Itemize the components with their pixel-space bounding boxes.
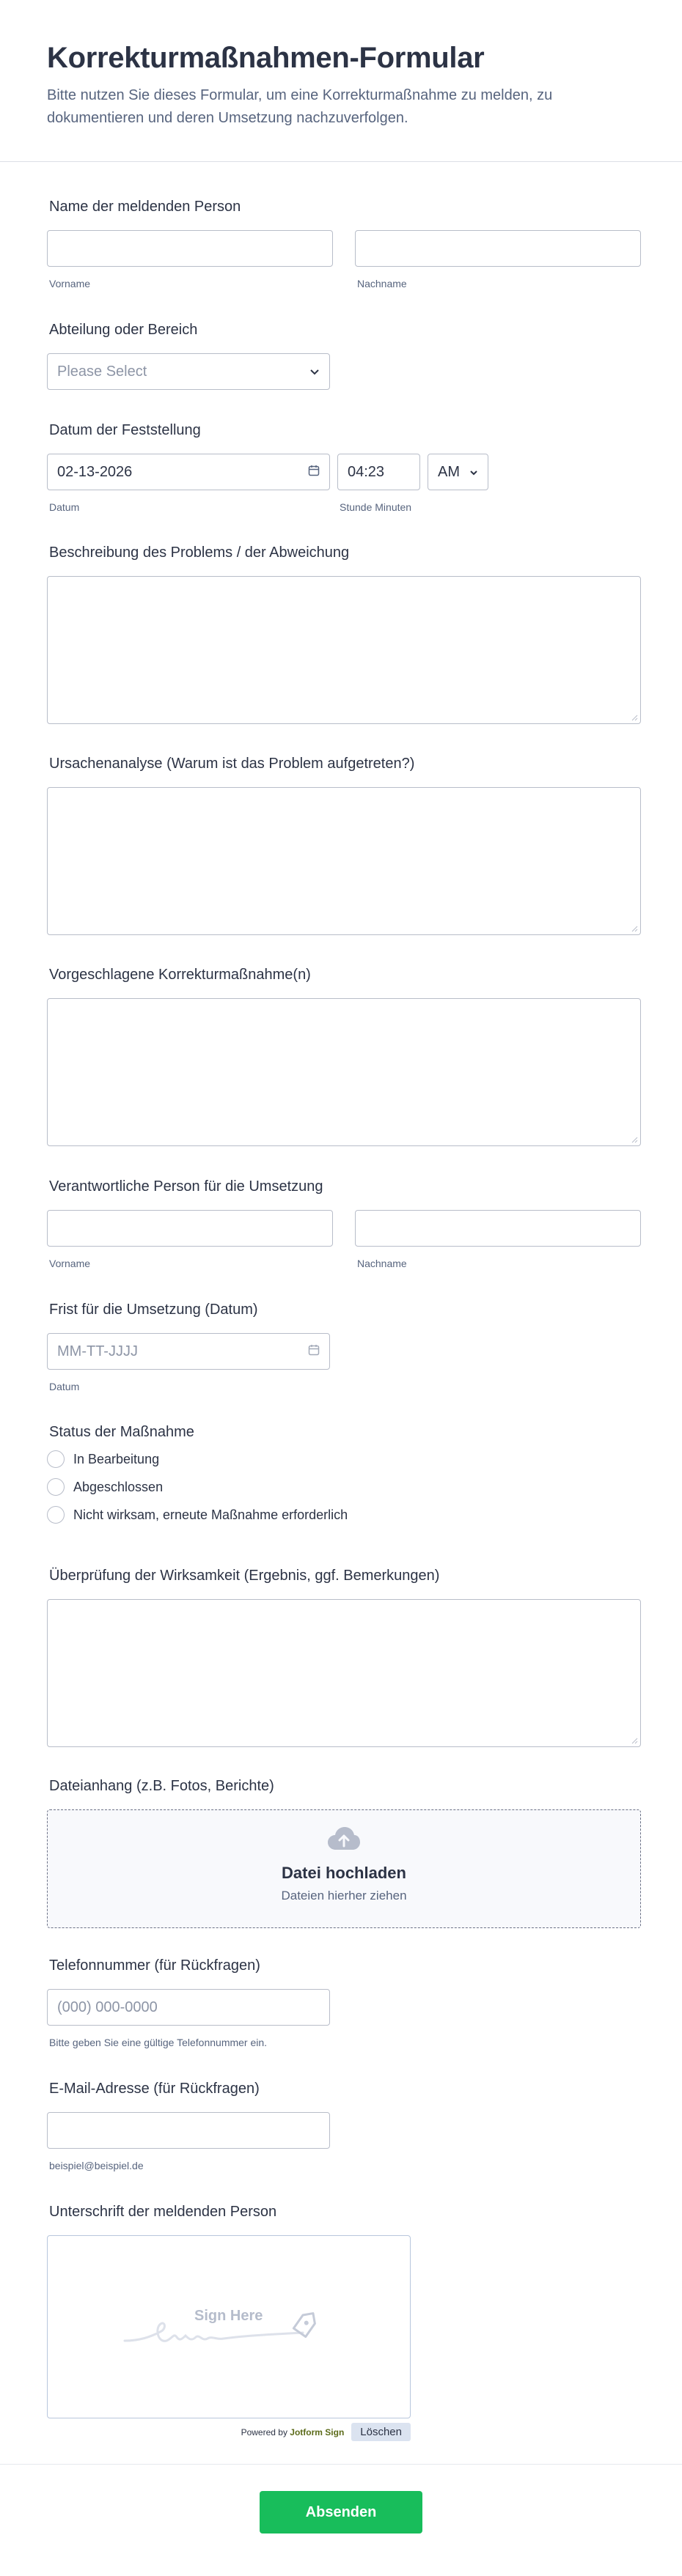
deadline-placeholder: MM-TT-JJJJ: [57, 1343, 138, 1359]
detection-date-label: Datum der Feststellung: [49, 422, 201, 438]
reporter-first-name-input[interactable]: [47, 230, 333, 267]
form-header: [0, 0, 682, 162]
deadline-sublabel: Datum: [49, 1381, 80, 1392]
resize-grip-icon[interactable]: [631, 714, 638, 721]
attachment-field: [47, 1777, 641, 1928]
problem-textarea[interactable]: [47, 576, 641, 724]
phone-field: [47, 1957, 330, 2049]
detection-date-field: [47, 421, 488, 514]
department-label: Abteilung oder Bereich: [49, 322, 198, 338]
deadline-label: Frist für die Umsetzung (Datum): [49, 1302, 258, 1318]
status-option[interactable]: [47, 1477, 348, 1496]
responsible-person-label: Verantwortliche Person für die Umsetzung: [49, 1178, 323, 1195]
attachment-label: Dateianhang (z.B. Fotos, Berichte): [49, 1778, 274, 1794]
signature-label: Unterschrift der meldenden Person: [49, 2204, 277, 2220]
responsible-first-name-input[interactable]: [47, 1210, 333, 1247]
proposed-action-textarea[interactable]: [47, 998, 641, 1146]
detection-time-value: 04:23: [348, 463, 385, 480]
file-upload-dropzone[interactable]: [47, 1809, 641, 1928]
root-cause-label: Ursachenanalyse (Warum ist das Problem aufgetreten?): [49, 756, 415, 772]
detection-time-sublabel: Stunde Minuten: [340, 501, 412, 513]
email-label: E-Mail-Adresse (für Rückfragen): [49, 2081, 260, 2097]
deadline-field: [47, 1301, 330, 1393]
reporter-name-field: [47, 198, 641, 290]
proposed-action-field: [47, 966, 641, 1146]
phone-label: Telefonnummer (für Rückfragen): [49, 1957, 260, 1974]
upload-title: Datei hochladen: [282, 1864, 406, 1882]
status-option-label: In Bearbeitung: [73, 1451, 160, 1466]
powered-by: [241, 2427, 345, 2437]
status-option[interactable]: [47, 1505, 348, 1524]
status-option-label: Nicht wirksam, erneute Maßnahme erforderlich: [73, 1507, 348, 1522]
phone-placeholder: (000) 000-0000: [57, 1999, 158, 2015]
responsible-last-name-input[interactable]: [355, 1210, 641, 1247]
ampm-value: AM: [438, 463, 460, 480]
powered-by-brand: Jotform Sign: [290, 2426, 345, 2437]
review-field: [47, 1567, 641, 1747]
resize-grip-icon[interactable]: [631, 1737, 638, 1744]
root-cause-field: [47, 755, 641, 935]
form-description: Bitte nutzen Sie dieses Formular, um eine Korrekturmaßnahme zu melden, zu dokumentieren und deren Umsetzung nachzuverfolgen.: [47, 87, 553, 126]
problem-field: [47, 544, 641, 724]
detection-time-input[interactable]: [337, 454, 420, 490]
reporter-first-name-sublabel: Vorname: [49, 278, 91, 289]
signature-pad[interactable]: [47, 2235, 411, 2418]
reporter-last-name-sublabel: Nachname: [357, 278, 407, 289]
powered-by-prefix: Powered by: [241, 2426, 290, 2437]
reporter-name-label: Name der meldenden Person: [49, 199, 241, 215]
email-input[interactable]: [47, 2112, 330, 2149]
email-sublabel: beispiel@beispiel.de: [49, 2160, 144, 2171]
department-field: [47, 321, 330, 390]
email-field: [47, 2080, 330, 2172]
signature-hint: Sign Here: [194, 2308, 263, 2324]
responsible-last-name-sublabel: Nachname: [357, 1258, 407, 1269]
cloud-upload-icon: [327, 1826, 361, 1855]
resize-grip-icon[interactable]: [631, 1136, 638, 1143]
calendar-icon[interactable]: [308, 1343, 320, 1360]
root-cause-textarea[interactable]: [47, 787, 641, 935]
department-placeholder: Please Select: [57, 363, 147, 380]
responsible-first-name-sublabel: Vorname: [49, 1258, 91, 1269]
problem-label: Beschreibung des Problems / der Abweichung: [49, 545, 350, 561]
clear-signature-button[interactable]: Löschen: [351, 2423, 411, 2441]
resize-grip-icon[interactable]: [631, 925, 638, 932]
radio-button[interactable]: [47, 1478, 65, 1496]
calendar-icon[interactable]: [308, 464, 320, 481]
radio-button[interactable]: [47, 1506, 65, 1524]
form-footer: [0, 2464, 682, 2576]
review-label: Überprüfung der Wirksamkeit (Ergebnis, ggf. Bemerkungen): [49, 1568, 440, 1584]
status-field: [47, 1423, 348, 1524]
signature-field: [47, 2203, 411, 2441]
chevron-down-icon: [469, 464, 478, 481]
phone-input[interactable]: [47, 1989, 330, 2026]
detection-date-sublabel: Datum: [49, 501, 80, 513]
phone-sublabel: Bitte geben Sie eine gültige Telefonnummer ein.: [49, 2037, 268, 2048]
chevron-down-icon: [309, 363, 320, 380]
reporter-last-name-input[interactable]: [355, 230, 641, 267]
department-select[interactable]: [47, 353, 330, 390]
review-textarea[interactable]: [47, 1599, 641, 1747]
signature-footer: [47, 2423, 411, 2441]
deadline-date-input[interactable]: [47, 1333, 330, 1370]
detection-date-value: 02-13-2026: [57, 463, 133, 480]
submit-button[interactable]: Absenden: [260, 2491, 422, 2533]
radio-button[interactable]: [47, 1450, 65, 1468]
upload-subtitle: Dateien hierher ziehen: [281, 1889, 407, 1903]
status-option-label: Abgeschlossen: [73, 1479, 164, 1494]
ampm-select[interactable]: [428, 454, 488, 490]
status-label: Status der Maßnahme: [49, 1424, 194, 1440]
page-title: Korrekturmaßnahmen-Formular: [47, 42, 485, 74]
proposed-action-label: Vorgeschlagene Korrekturmaßnahme(n): [49, 967, 311, 983]
status-option[interactable]: [47, 1450, 348, 1469]
responsible-person-field: [47, 1178, 641, 1270]
detection-date-input[interactable]: [47, 454, 330, 490]
